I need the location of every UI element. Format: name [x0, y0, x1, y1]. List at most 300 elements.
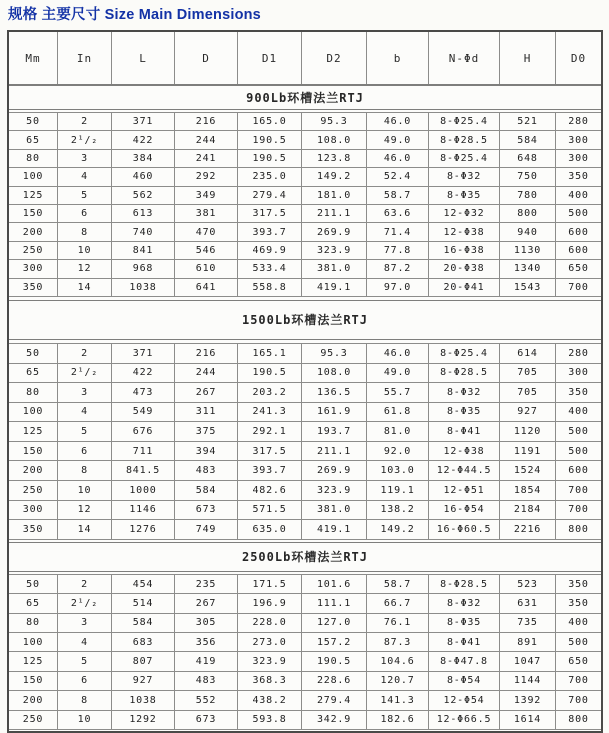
table-cell: 2 [58, 575, 112, 593]
table-cell: 52.4 [367, 168, 429, 185]
table-cell: 552 [175, 691, 238, 709]
table-cell: 735 [500, 614, 556, 632]
table-cell: 241.3 [238, 403, 302, 422]
table-cell: 749 [175, 520, 238, 539]
table-cell: 350 [568, 386, 589, 398]
table-cell: 125 [9, 422, 58, 441]
table-cell: 125 [9, 187, 58, 204]
table-cell: 136.5 [302, 383, 367, 402]
table-cell: 305 [175, 614, 238, 632]
table-cell: 400 [568, 617, 589, 629]
table-cell: 483 [175, 461, 238, 480]
table-cell: 419.1 [302, 279, 367, 296]
table-cell: 350 [9, 520, 58, 539]
table-cell: 150 [9, 442, 58, 461]
column-header: D1 [238, 32, 302, 84]
table-cell: 705 [500, 383, 556, 402]
table-cell: 12 [58, 260, 112, 277]
table-cell: 81.0 [367, 422, 429, 441]
table-cell: 750 [500, 168, 556, 185]
table-cell: 968 [112, 260, 175, 277]
column-header: b [367, 32, 429, 84]
table-cell: 8-Φ32 [429, 168, 500, 185]
table-cell: 6 [58, 205, 112, 222]
table-cell: 46.0 [367, 344, 429, 363]
table-cell: 46.0 [367, 113, 429, 130]
table-cell: 2216 [500, 520, 556, 539]
table-cell: 280 [568, 116, 589, 128]
table-cell: 150 [9, 205, 58, 222]
table-cell: 12-Φ44.5 [429, 461, 500, 480]
table-cell: 2 [58, 113, 112, 130]
table-cell: 244 [175, 131, 238, 148]
table-cell: 1292 [112, 711, 175, 729]
table-cell: 311 [175, 403, 238, 422]
table-cell: 3 [58, 383, 112, 402]
table-cell: 841.5 [112, 461, 175, 480]
table-cell: 700 [568, 281, 589, 293]
table-cell: 8-Φ54 [429, 672, 500, 690]
table-row [9, 501, 601, 521]
table-cell: 279.4 [238, 187, 302, 204]
table-row [9, 614, 601, 633]
table-cell: 63.6 [367, 205, 429, 222]
table-cell: 700 [568, 675, 589, 687]
table-cell: 77.8 [367, 242, 429, 259]
table-cell: 500 [568, 426, 589, 438]
table-cell: 700 [568, 694, 589, 706]
table-cell: 10 [58, 242, 112, 259]
table-cell: 12-Φ54 [429, 691, 500, 709]
table-cell: 149.2 [367, 520, 429, 539]
table-row [9, 461, 601, 481]
column-header: N-Φd [429, 32, 500, 84]
table-row [9, 520, 601, 540]
table-cell: 250 [9, 242, 58, 259]
table-cell: 4 [58, 168, 112, 185]
table-cell: 97.0 [367, 279, 429, 296]
table-cell: 95.3 [302, 344, 367, 363]
table-cell: 2¹/₂ [58, 594, 112, 612]
table-cell: 2 [58, 344, 112, 363]
table-cell: 95.3 [302, 113, 367, 130]
table-cell: 523 [500, 575, 556, 593]
table-cell: 6 [58, 442, 112, 461]
table-cell: 500 [568, 445, 589, 457]
table-cell: 16-Φ54 [429, 501, 500, 520]
table-row [9, 383, 601, 403]
table-cell: 200 [9, 691, 58, 709]
table-cell: 342.9 [302, 711, 367, 729]
table-cell: 5 [58, 652, 112, 670]
table-cell: 350 [568, 171, 589, 183]
table-row [9, 672, 601, 691]
table-cell: 419 [175, 652, 238, 670]
table-cell: 323.9 [302, 242, 367, 259]
table-cell: 103.0 [367, 461, 429, 480]
column-header: In [58, 32, 112, 84]
table-cell: 514 [112, 594, 175, 612]
table-cell: 600 [568, 244, 589, 256]
table-cell: 228.6 [302, 672, 367, 690]
table-cell: 323.9 [302, 481, 367, 500]
table-cell: 269.9 [302, 223, 367, 240]
table-row [9, 691, 601, 710]
table-cell: 16-Φ38 [429, 242, 500, 259]
table-cell: 356 [175, 633, 238, 651]
table-cell: 5 [58, 422, 112, 441]
table-cell: 235.0 [238, 168, 302, 185]
table-cell: 546 [175, 242, 238, 259]
table-cell: 1340 [500, 260, 556, 277]
table-cell: 250 [9, 481, 58, 500]
table-cell: 273.0 [238, 633, 302, 651]
table-cell: 216 [175, 113, 238, 130]
table-cell: 683 [112, 633, 175, 651]
table-cell: 940 [500, 223, 556, 240]
table-cell: 111.1 [302, 594, 367, 612]
table-cell: 216 [175, 344, 238, 363]
table-cell: 483 [175, 672, 238, 690]
table-cell: 469.9 [238, 242, 302, 259]
table-cell: 381 [175, 205, 238, 222]
table-row [9, 187, 601, 205]
table-cell: 1614 [500, 711, 556, 729]
table-cell: 16-Φ60.5 [429, 520, 500, 539]
table-cell: 470 [175, 223, 238, 240]
table-cell: 400 [568, 189, 589, 201]
table-cell: 190.5 [302, 652, 367, 670]
table-header-row [9, 32, 601, 85]
table-row [9, 242, 601, 260]
table-cell: 193.7 [302, 422, 367, 441]
table-cell: 891 [500, 633, 556, 651]
table-cell: 4 [58, 403, 112, 422]
table-row [9, 344, 601, 364]
table-cell: 119.1 [367, 481, 429, 500]
table-cell: 12-Φ38 [429, 442, 500, 461]
table-cell: 422 [112, 364, 175, 383]
table-cell: 740 [112, 223, 175, 240]
table-cell: 12-Φ51 [429, 481, 500, 500]
table-cell: 12-Φ32 [429, 205, 500, 222]
table-cell: 584 [112, 614, 175, 632]
section-header: 900Lb环槽法兰RTJ [9, 85, 601, 110]
table-cell: 211.1 [302, 205, 367, 222]
table-cell: 190.5 [238, 131, 302, 148]
table-cell: 673 [175, 501, 238, 520]
table-cell: 200 [9, 223, 58, 240]
table-row [9, 652, 601, 671]
table-cell: 8-Φ41 [429, 633, 500, 651]
column-header: L [112, 32, 175, 84]
table-cell: 157.2 [302, 633, 367, 651]
table-cell: 55.7 [367, 383, 429, 402]
table-cell: 1146 [112, 501, 175, 520]
table-cell: 600 [568, 226, 589, 238]
table-cell: 549 [112, 403, 175, 422]
table-cell: 571.5 [238, 501, 302, 520]
table-cell: 350 [9, 279, 58, 296]
table-cell: 80 [9, 614, 58, 632]
table-cell: 127.0 [302, 614, 367, 632]
table-cell: 87.3 [367, 633, 429, 651]
table-cell: 138.2 [367, 501, 429, 520]
table-row [9, 403, 601, 423]
table-cell: 562 [112, 187, 175, 204]
table-cell: 101.6 [302, 575, 367, 593]
table-cell: 267 [175, 594, 238, 612]
table-cell: 66.7 [367, 594, 429, 612]
table-cell: 393.7 [238, 461, 302, 480]
table-cell: 317.5 [238, 442, 302, 461]
table-cell: 108.0 [302, 131, 367, 148]
table-cell: 300 [568, 367, 589, 379]
table-cell: 927 [112, 672, 175, 690]
table-row [9, 594, 601, 613]
table-cell: 244 [175, 364, 238, 383]
table-cell: 200 [9, 461, 58, 480]
table-cell: 1047 [500, 652, 556, 670]
table-cell: 241 [175, 150, 238, 167]
table-cell: 100 [9, 633, 58, 651]
table-cell: 8 [58, 691, 112, 709]
table-cell: 65 [9, 131, 58, 148]
table-cell: 400 [568, 406, 589, 418]
table-cell: 49.0 [367, 131, 429, 148]
table-cell: 1854 [500, 481, 556, 500]
table-cell: 393.7 [238, 223, 302, 240]
table-cell: 292.1 [238, 422, 302, 441]
table-cell: 8-Φ28.5 [429, 575, 500, 593]
table-cell: 558.8 [238, 279, 302, 296]
table-cell: 8-Φ28.5 [429, 364, 500, 383]
table-cell: 250 [9, 711, 58, 729]
table-cell: 203.2 [238, 383, 302, 402]
table-cell: 65 [9, 594, 58, 612]
table-cell: 8-Φ32 [429, 594, 500, 612]
table-cell: 375 [175, 422, 238, 441]
table-cell: 3 [58, 614, 112, 632]
table-cell: 371 [112, 113, 175, 130]
table-cell: 50 [9, 344, 58, 363]
table-cell: 8-Φ25.4 [429, 150, 500, 167]
table-cell: 473 [112, 383, 175, 402]
table-cell: 228.0 [238, 614, 302, 632]
table-cell: 927 [500, 403, 556, 422]
table-cell: 8-Φ28.5 [429, 131, 500, 148]
table-cell: 87.2 [367, 260, 429, 277]
table-cell: 61.8 [367, 403, 429, 422]
table-cell: 3 [58, 150, 112, 167]
table-cell: 350 [568, 578, 589, 590]
table-cell: 8-Φ41 [429, 422, 500, 441]
section-header: 1500Lb环槽法兰RTJ [9, 300, 601, 340]
table-cell: 10 [58, 481, 112, 500]
table-cell: 80 [9, 150, 58, 167]
table-cell: 371 [112, 344, 175, 363]
table-cell: 50 [9, 113, 58, 130]
table-cell: 49.0 [367, 364, 429, 383]
table-cell: 700 [568, 484, 589, 496]
table-cell: 1130 [500, 242, 556, 259]
table-cell: 419.1 [302, 520, 367, 539]
table-cell: 438.2 [238, 691, 302, 709]
table-cell: 631 [500, 594, 556, 612]
section-rows [9, 112, 601, 297]
table-cell: 123.8 [302, 150, 367, 167]
section-header: 2500Lb环槽法兰RTJ [9, 542, 601, 572]
table-cell: 190.5 [238, 364, 302, 383]
table-cell: 1120 [500, 422, 556, 441]
table-cell: 368.3 [238, 672, 302, 690]
table-cell: 108.0 [302, 364, 367, 383]
table-cell: 161.9 [302, 403, 367, 422]
table-cell: 841 [112, 242, 175, 259]
table-cell: 1191 [500, 442, 556, 461]
table-cell: 100 [9, 168, 58, 185]
table-cell: 650 [568, 656, 589, 668]
table-cell: 635.0 [238, 520, 302, 539]
table-cell: 182.6 [367, 711, 429, 729]
table-cell: 1276 [112, 520, 175, 539]
column-header: Mm [9, 32, 58, 84]
table-cell: 1038 [112, 279, 175, 296]
table-cell: 533.4 [238, 260, 302, 277]
table-cell: 300 [9, 501, 58, 520]
column-header: D [175, 32, 238, 84]
table-row [9, 113, 601, 131]
table-cell: 1038 [112, 691, 175, 709]
table-cell: 58.7 [367, 187, 429, 204]
table-row [9, 364, 601, 384]
table-cell: 12-Φ66.5 [429, 711, 500, 729]
section-rows [9, 343, 601, 540]
table-cell: 2¹/₂ [58, 131, 112, 148]
table-row [9, 279, 601, 297]
table-cell: 300 [568, 152, 589, 164]
table-cell: 800 [500, 205, 556, 222]
table-cell: 613 [112, 205, 175, 222]
table-cell: 8-Φ35 [429, 187, 500, 204]
table-cell: 165.0 [238, 113, 302, 130]
table-cell: 46.0 [367, 150, 429, 167]
table-row [9, 168, 601, 186]
table-row [9, 711, 601, 730]
table-cell: 2¹/₂ [58, 364, 112, 383]
table-cell: 8-Φ35 [429, 614, 500, 632]
table-row [9, 633, 601, 652]
table-cell: 323.9 [238, 652, 302, 670]
table-cell: 711 [112, 442, 175, 461]
table-cell: 482.6 [238, 481, 302, 500]
table-cell: 584 [500, 131, 556, 148]
table-cell: 20-Φ38 [429, 260, 500, 277]
section-rows [9, 574, 601, 730]
table-cell: 71.4 [367, 223, 429, 240]
table-cell: 350 [568, 597, 589, 609]
table-cell: 8-Φ25.4 [429, 344, 500, 363]
column-header: D2 [302, 32, 367, 84]
table-cell: 673 [175, 711, 238, 729]
table-cell: 650 [568, 263, 589, 275]
table-cell: 165.1 [238, 344, 302, 363]
table-cell: 807 [112, 652, 175, 670]
table-cell: 235 [175, 575, 238, 593]
table-cell: 50 [9, 575, 58, 593]
table-cell: 1144 [500, 672, 556, 690]
table-cell: 422 [112, 131, 175, 148]
table-cell: 584 [175, 481, 238, 500]
table-cell: 292 [175, 168, 238, 185]
table-cell: 92.0 [367, 442, 429, 461]
table-cell: 12 [58, 501, 112, 520]
table-cell: 300 [9, 260, 58, 277]
table-cell: 700 [568, 504, 589, 516]
table-cell: 6 [58, 672, 112, 690]
table-cell: 76.1 [367, 614, 429, 632]
table-cell: 196.9 [238, 594, 302, 612]
table-cell: 676 [112, 422, 175, 441]
table-cell: 125 [9, 652, 58, 670]
table-row [9, 131, 601, 149]
table-cell: 705 [500, 364, 556, 383]
table-row [9, 575, 601, 594]
table-row [9, 260, 601, 278]
table-cell: 8-Φ35 [429, 403, 500, 422]
table-cell: 14 [58, 279, 112, 296]
table-cell: 150 [9, 672, 58, 690]
page-title: 规格 主要尺寸 Size Main Dimensions [8, 7, 261, 23]
table-cell: 610 [175, 260, 238, 277]
table-cell: 100 [9, 403, 58, 422]
table-cell: 614 [500, 344, 556, 363]
table-cell: 190.5 [238, 150, 302, 167]
column-header: H [500, 32, 556, 84]
table-cell: 149.2 [302, 168, 367, 185]
table-cell: 454 [112, 575, 175, 593]
table-row [9, 205, 601, 223]
table-cell: 500 [568, 208, 589, 220]
table-cell: 1392 [500, 691, 556, 709]
table-cell: 381.0 [302, 501, 367, 520]
table-cell: 800 [568, 714, 589, 726]
table-cell: 521 [500, 113, 556, 130]
table-cell: 5 [58, 187, 112, 204]
table-cell: 171.5 [238, 575, 302, 593]
column-header: D0 [570, 51, 587, 65]
table-cell: 8-Φ32 [429, 383, 500, 402]
table-cell: 211.1 [302, 442, 367, 461]
table-cell: 4 [58, 633, 112, 651]
table-cell: 181.0 [302, 187, 367, 204]
table-row [9, 481, 601, 501]
table-row [9, 223, 601, 241]
table-cell: 280 [568, 347, 589, 359]
table-cell: 648 [500, 150, 556, 167]
table-cell: 2184 [500, 501, 556, 520]
table-cell: 600 [568, 465, 589, 477]
table-cell: 460 [112, 168, 175, 185]
table-cell: 65 [9, 364, 58, 383]
table-cell: 120.7 [367, 672, 429, 690]
table-cell: 14 [58, 520, 112, 539]
table-cell: 1524 [500, 461, 556, 480]
table-cell: 593.8 [238, 711, 302, 729]
table-cell: 8-Φ47.8 [429, 652, 500, 670]
table-row [9, 150, 601, 168]
table-cell: 80 [9, 383, 58, 402]
